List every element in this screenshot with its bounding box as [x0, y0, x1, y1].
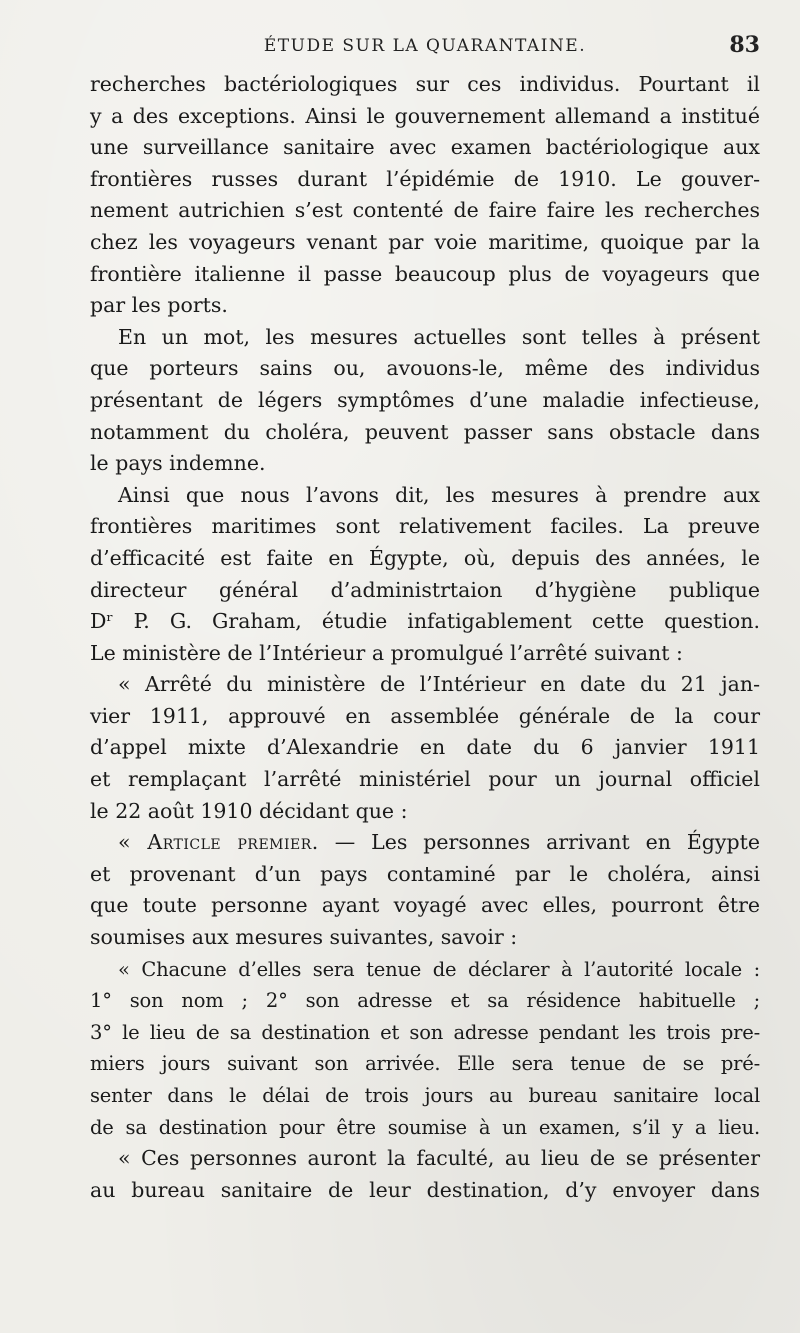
paragraph-1	[90, 69, 760, 322]
page-number: 83	[729, 32, 760, 58]
text-line: senter dans le délai de trois jours au bureau sanitaire local	[90, 1084, 760, 1107]
text-line: « Ces personnes auront la faculté, au lieu de se présenter	[118, 1146, 760, 1171]
text-line: d’appel mixte d’Alexandrie en date du 6 janvier 1911	[90, 735, 760, 760]
article-heading: « Article premier.	[118, 830, 319, 855]
text-line: y a des exceptions. Ainsi le gouvernement allemand a institué	[90, 103, 760, 128]
text-line: d’efficacité est faite en Égypte, où, depuis des années, le	[90, 545, 760, 570]
text-line: frontières russes durant l’épidémie de 1910. Le gouver-	[90, 166, 760, 191]
paragraph-5-article	[90, 827, 760, 953]
text-line: le 22 août 1910 décidant que :	[90, 798, 408, 823]
text-line: et remplaçant l’arrêté ministériel pour un journal officiel	[90, 767, 760, 792]
text-line: En un mot, les mesures actuelles sont telles à présent	[118, 324, 760, 349]
article-text: — Les personnes arrivant en Égypte	[318, 830, 760, 855]
running-title: ÉTUDE SUR LA QUARANTAINE.	[263, 36, 587, 56]
text-line: soumises aux mesures suivantes, savoir :	[90, 925, 518, 950]
text-line: recherches bactériologiques sur ces individus. Pourtant il	[90, 72, 760, 96]
text-line: que toute personne ayant voyagé avec elles, pourront être	[90, 893, 760, 918]
text-line: Ainsi que nous l’avons dit, les mesures à prendre aux	[118, 482, 760, 507]
text-line: chez les voyageurs venant par voie maritime, quoique par la	[90, 229, 760, 254]
text-line: Dʳ P. G. Graham, étudie infatigablement cette question.	[90, 609, 760, 634]
text-line: directeur général d’administrtaion d’hygiène publique	[90, 577, 760, 602]
paragraph-7	[90, 1143, 760, 1206]
paragraph-4-decree	[90, 669, 760, 827]
paragraph-6	[90, 954, 760, 1144]
text-line: Le ministère de l’Intérieur a promulgué l’arrêté suivant :	[90, 640, 683, 665]
text-line: « Arrêté du ministère de l’Intérieur en date du 21 jan-	[118, 672, 760, 697]
text-line: frontière italienne il passe beaucoup plus de voyageurs que	[90, 261, 760, 286]
text-line: au bureau sanitaire de leur destination, d’y envoyer dans	[90, 1177, 760, 1202]
text-line: de sa destination pour être soumise à un examen, s’il y a lieu.	[90, 1115, 760, 1139]
text-line: « Chacune d’elles sera tenue de déclarer à l’autorité locale :	[118, 957, 760, 981]
text-line: une surveillance sanitaire avec examen bactériologique aux	[90, 135, 760, 160]
text-line: 1° son nom ; 2° son adresse et sa résidence habituelle ;	[90, 989, 760, 1013]
text-line: vier 1911, approuvé en assemblée générale de la cour	[90, 703, 760, 728]
paragraph-3	[90, 480, 760, 670]
text-line: frontières maritimes sont relativement faciles. La preuve	[90, 514, 760, 539]
text-line: le pays indemne.	[90, 451, 266, 476]
text-line: 3° le lieu de sa destination et son adresse pendant les trois pre-	[90, 1020, 760, 1044]
text-line: que porteurs sains ou, avouons-le, même des individus	[90, 356, 760, 381]
body-text	[90, 69, 760, 1206]
text-line: miers jours suivant son arrivée. Elle sera tenue de se pré-	[90, 1052, 760, 1076]
text-line: par les ports.	[90, 293, 228, 318]
text-line: nement autrichien s’est contenté de faire faire les recherches	[90, 198, 760, 223]
text-line: et provenant d’un pays contaminé par le choléra, ainsi	[90, 861, 760, 886]
text-line	[90, 827, 760, 859]
text-line: notamment du choléra, peuvent passer sans obstacle dans	[90, 419, 760, 444]
paragraph-2	[90, 322, 760, 480]
running-header	[90, 34, 760, 58]
text-line: présentant de légers symptômes d’une maladie infectieuse,	[90, 387, 760, 412]
